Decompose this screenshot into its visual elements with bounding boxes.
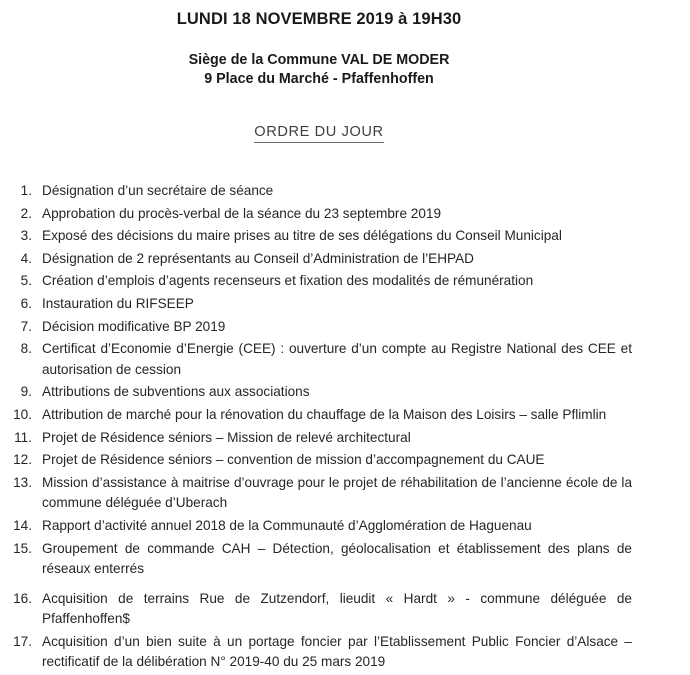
agenda-item	[0, 405, 690, 426]
meeting-datetime: LUNDI 18 NOVEMBRE 2019 à 19H30	[176, 10, 462, 28]
agenda-item-text: Certificat d’Economie d’Energie (CEE) : ouverture d’un compte au Registre National des CEE et autorisation de cession	[42, 341, 632, 377]
agenda-item-number: 13.	[13, 474, 32, 490]
agenda-item	[0, 428, 690, 449]
agenda-item	[0, 539, 690, 580]
agenda-item-text: Approbation du procès-verbal de la séance du 23 septembre 2019	[42, 205, 442, 221]
agenda-item	[0, 181, 690, 202]
agenda-item	[0, 589, 690, 630]
agenda-item	[0, 450, 690, 471]
agenda-item-text: Rapport d’activité annuel 2018 de la Communauté d’Agglomération de Haguenau	[42, 517, 532, 533]
agenda-item-number: 8.	[20, 341, 32, 357]
agenda-item	[0, 226, 690, 247]
agenda-item	[0, 632, 690, 673]
agenda-item-text: Désignation de 2 représentants au Conseil d’Administration de l’EHPAD	[42, 250, 474, 266]
agenda-item-number: 6.	[20, 295, 32, 311]
agenda-item	[0, 382, 690, 403]
agenda-item-number: 7.	[20, 318, 32, 334]
agenda-item-text: Groupement de commande CAH – Détection, géolocalisation et établissement des plans de réseaux enterrés	[42, 540, 632, 577]
agenda-item-number: 14.	[13, 517, 32, 533]
agenda-item	[0, 339, 690, 380]
venue-address: 9 Place du Marché - Pfaffenhoffen	[204, 71, 434, 87]
document-header	[0, 0, 690, 89]
agenda-item	[0, 271, 690, 292]
agenda-item	[0, 294, 690, 315]
agenda-item-text: Désignation d’un secrétaire de séance	[42, 183, 274, 198]
agenda-item-text: Acquisition d’un bien suite à un portage foncier par l’Etablissement Public Foncier d’Alsace – rectificatif de la délibération N° 2019-40 du 25 mars 2019	[42, 633, 632, 670]
agenda-item-number: 3.	[20, 228, 32, 244]
agenda-item-number: 4.	[20, 250, 32, 266]
agenda-item-text: Acquisition de terrains Rue de Zutzendorf, lieudit « Hardt » - commune déléguée de Pfaffenhoffen$	[42, 590, 632, 627]
agenda-item-text: Attribution de marché pour la rénovation du chauffage de la Maison des Loisirs – salle Pflimlin	[42, 406, 607, 422]
agenda-item-number: 1.	[20, 183, 32, 198]
agenda-item-number: 9.	[20, 384, 32, 400]
agenda-item-text: Mission d’assistance à maitrise d’ouvrage pour le projet de réhabilitation de l’ancienne école de la commune déléguée d’Uberach	[42, 474, 632, 511]
agenda-item	[0, 249, 690, 270]
agenda-item-number: 17.	[13, 633, 32, 649]
agenda-list	[0, 181, 690, 675]
agenda-item	[0, 473, 690, 514]
agenda-title-container	[0, 123, 690, 143]
agenda-item	[0, 204, 690, 225]
agenda-item-number: 11.	[14, 429, 32, 445]
agenda-item-text: Projet de Résidence séniors – Mission de relevé architectural	[42, 429, 411, 445]
agenda-item-text: Création d’emplois d’agents recenseurs et fixation des modalités de rémunération	[42, 273, 534, 289]
agenda-item-number: 5.	[20, 273, 32, 289]
agenda-item-text: Attributions de subventions aux associations	[42, 384, 310, 400]
agenda-item-text: Décision modificative BP 2019	[42, 318, 226, 334]
agenda-item-number: 16.	[13, 590, 32, 606]
venue-name: Siège de la Commune VAL DE MODER	[188, 52, 450, 68]
agenda-item	[0, 317, 690, 338]
agenda-item-text: Instauration du RIFSEEP	[42, 295, 194, 311]
agenda-title: ORDRE DU JOUR	[254, 124, 383, 143]
agenda-item-number: 2.	[20, 205, 32, 221]
agenda-item-text: Projet de Résidence séniors – convention de mission d’accompagnement du CAUE	[42, 452, 545, 468]
agenda-item-number: 10.	[13, 406, 32, 422]
agenda-item-number: 12.	[13, 452, 32, 468]
agenda-item	[0, 516, 690, 537]
agenda-item-text: Exposé des décisions du maire prises au titre de ses délégations du Conseil Municipal	[42, 228, 562, 244]
agenda-item-number: 15.	[13, 540, 32, 556]
